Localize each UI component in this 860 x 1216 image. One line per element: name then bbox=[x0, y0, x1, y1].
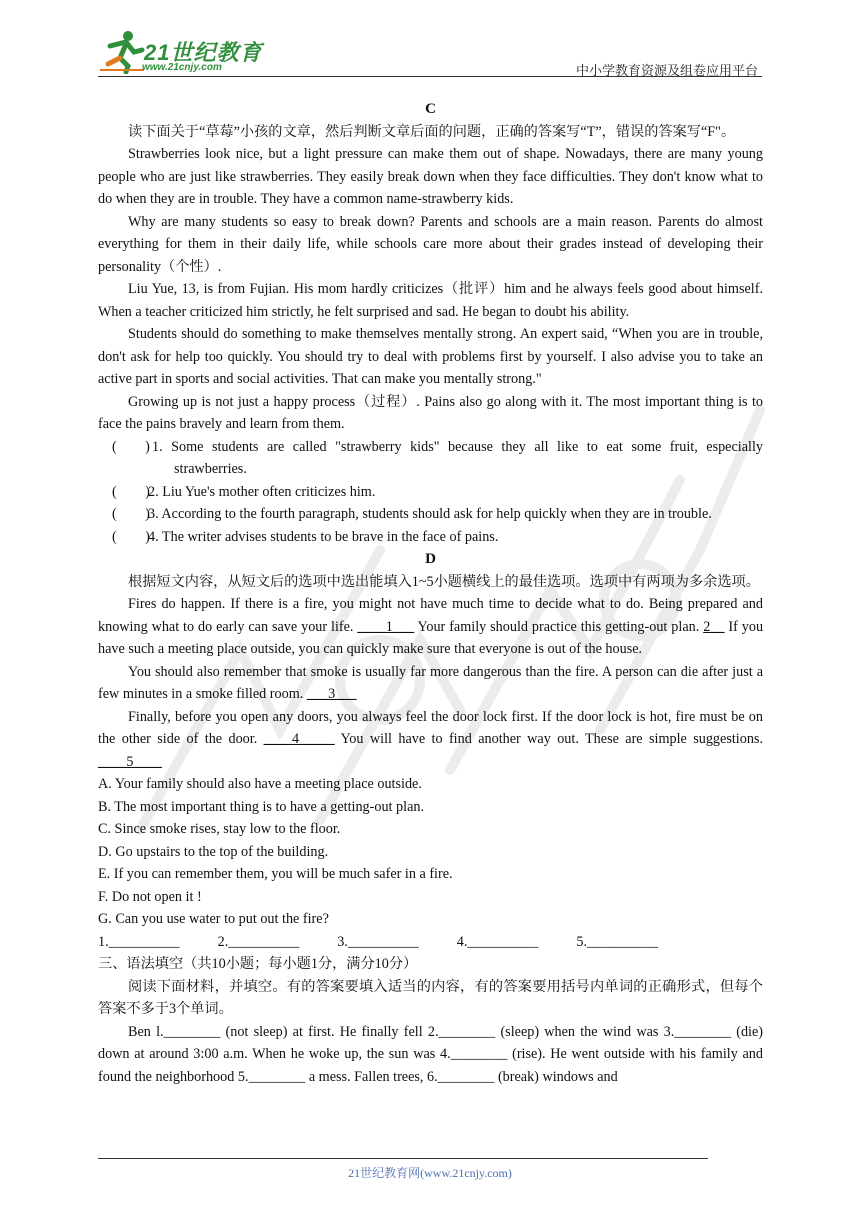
section-d-instruction: 根据短文内容，从短文后的选项中选出能填入1~5小题横线上的最佳选项。选项中有两项为多余选项。 bbox=[128, 573, 760, 590]
question-item bbox=[98, 436, 763, 481]
answer-blank[interactable]: 2.__________ bbox=[217, 933, 300, 950]
answer-paren[interactable]: ( ) bbox=[112, 506, 150, 522]
page-header bbox=[98, 30, 762, 78]
blank-2[interactable]: 2__ bbox=[703, 618, 725, 635]
option-item: C. Since smoke rises, stay low to the floor. bbox=[98, 821, 341, 837]
answer-blanks-row bbox=[98, 931, 658, 954]
passage-paragraph: Liu Yue, 13, is from Fujian. His mom hardly criticizes（批评）him and he always feels good about himself. When a teacher criticized him strictly, he felt surprised and sad. He began to doubt his ability. bbox=[98, 281, 763, 320]
passage-text: You will have to find another way out. These are simple suggestions. bbox=[340, 731, 763, 747]
passage-paragraph: Strawberries look nice, but a light pressure can make them out of shape. Nowadays, there are many young people who are just like strawberries. They easily break down when they face difficulties. They don't know what to do when they are in trouble. They have a common name-strawberry kids. bbox=[98, 146, 763, 207]
question-item bbox=[98, 481, 763, 504]
passage-paragraph: Why are many students so easy to break down? Parents and schools are a main reason. Parents do almost everything for them in their daily life, while schools care more about their grades instead of developing their personality（个性）. bbox=[98, 213, 763, 275]
passage-paragraph bbox=[98, 706, 763, 774]
document-body bbox=[98, 98, 763, 1088]
section-c-heading: C bbox=[425, 101, 436, 117]
header-divider bbox=[98, 76, 762, 77]
option-item: E. If you can remember them, you will be much safer in a fire. bbox=[98, 866, 453, 882]
footer-divider bbox=[98, 1158, 708, 1159]
answer-blank[interactable]: 5.__________ bbox=[576, 933, 658, 950]
answer-paren[interactable]: ( ) bbox=[112, 483, 150, 500]
passage-paragraph: Growing up is not just a happy process（过程）. Pains also go along with it. The most important thing is to face the pains bravely and learn from them. bbox=[98, 393, 763, 432]
option-item: F. Do not open it ! bbox=[98, 888, 202, 905]
grammar-passage: Ben l.________ (not sleep) at first. He finally fell 2.________ (sleep) when the wind was 3.________ (die) down at around 3:00 a.m. When he woke up, the sun was 4.________ (rise). He went outside with his family and found the neighborhood 5.________ a mess. Fallen trees, 6.________ (break) windows and bbox=[98, 1023, 763, 1085]
answer-blank[interactable]: 3.__________ bbox=[337, 933, 419, 950]
passage-paragraph: Students should do something to make themselves mentally strong. An expert said, “When you are in trouble, don't ask for help too quickly. You should try to deal with problems first by yourself. I also advise you to take an active part in sports and social activities. That can make you mentally strong." bbox=[98, 326, 763, 387]
section-iii-heading: 三、语法填空（共10小题；每小题1分，满分10分） bbox=[98, 956, 418, 972]
passage-text: If you have such a meeting place outside, you can quickly make sure that everyone is out of the house. bbox=[98, 618, 764, 657]
answer-blank[interactable]: 4.__________ bbox=[456, 933, 539, 950]
blank-4[interactable]: ____4_____ bbox=[263, 731, 335, 747]
passage-text: Finally, before you open any doors, you always feel the door lock first. If the door lock is hot, fire must be on the other side of the door. bbox=[98, 708, 763, 747]
logo-text: 21世纪教育 bbox=[144, 40, 263, 65]
question-text: 3. According to the fourth paragraph, students should ask for help quickly when they are in trouble. bbox=[148, 506, 712, 522]
blank-1[interactable]: ____1___ bbox=[357, 618, 415, 635]
option-item: B. The most important thing is to have a getting-out plan. bbox=[98, 798, 425, 815]
answer-paren[interactable]: ( ) bbox=[112, 438, 150, 455]
question-text: 1. Some students are called "strawberry kids" because they all like to eat some fruit, especially strawberries. bbox=[152, 438, 763, 477]
passage-text: You should also remember that smoke is usually far more dangerous than the fire. A person can die after just a few minutes in a smoke filled room. bbox=[98, 663, 763, 702]
question-item bbox=[98, 526, 763, 549]
logo bbox=[98, 30, 268, 76]
answer-blank[interactable]: 1.__________ bbox=[98, 933, 180, 950]
platform-name: 中小学教育资源及组卷应用平台 bbox=[575, 63, 758, 78]
question-text: 4. The writer advises students to be brave in the face of pains. bbox=[148, 528, 499, 545]
blank-5[interactable]: ____5____ bbox=[98, 753, 162, 770]
passage-text: Fires do happen. If there is a fire, you might not have much time to decide what to do. Being prepared and knowing what to do early can save your life. bbox=[98, 596, 763, 635]
section-d-heading: D bbox=[425, 551, 436, 567]
question-text: 2. Liu Yue's mother often criticizes him. bbox=[148, 483, 376, 500]
answer-paren[interactable]: ( ) bbox=[112, 528, 150, 545]
logo-url: www.21cnjy.com bbox=[142, 62, 222, 73]
option-item: D. Go upstairs to the top of the building. bbox=[98, 843, 329, 860]
passage-text: Your family should practice this getting-out plan. bbox=[417, 618, 700, 635]
passage-paragraph bbox=[98, 593, 763, 661]
section-c-instruction: 读下面关于“草莓”小孩的文章，然后判断文章后面的问题，正确的答案写“T”，错误的答案写“F"。 bbox=[128, 123, 736, 140]
section-iii-instruction: 阅读下面材料，并填空。有的答案要填入适当的内容，有的答案要用括号内单词的正确形式，但每个答案不多于3个单词。 bbox=[98, 978, 763, 1017]
passage-paragraph bbox=[98, 661, 763, 706]
page-footer: 21世纪教育网(www.21cnjy.com) bbox=[348, 1166, 512, 1180]
option-item: G. Can you use water to put out the fire? bbox=[98, 911, 329, 927]
option-item: A. Your family should also have a meeting place outside. bbox=[98, 776, 422, 792]
question-item bbox=[98, 503, 763, 526]
runner-logo-icon bbox=[98, 30, 146, 74]
blank-3[interactable]: ___3___ bbox=[306, 686, 357, 702]
